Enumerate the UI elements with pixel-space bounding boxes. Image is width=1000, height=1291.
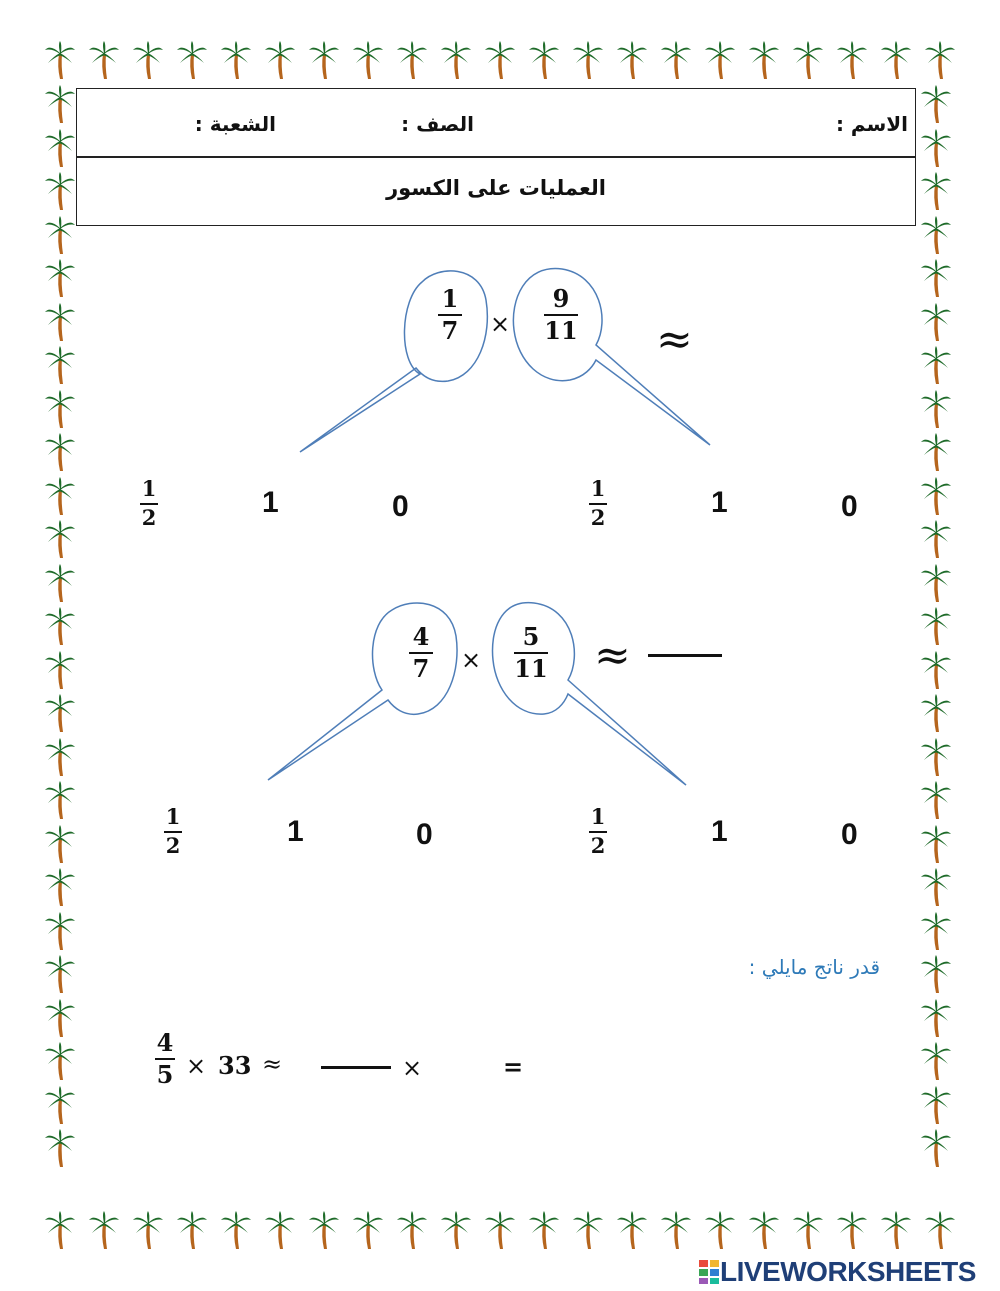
p1-left-denominator: 7 (441, 316, 459, 346)
p2-approx-sign: ≈ (594, 630, 631, 681)
half-denominator: 2 (141, 505, 157, 531)
liveworksheets-icon (698, 1259, 720, 1285)
half-numerator: 1 (165, 804, 181, 829)
palm-tree-icon (616, 1210, 648, 1250)
palm-tree-icon (920, 954, 952, 994)
p1-left-fraction (438, 284, 462, 346)
palm-tree-icon (308, 1210, 340, 1250)
estimate-denominator: 5 (156, 1060, 174, 1090)
estimate-times-1: × (186, 1052, 207, 1080)
palm-tree-icon (920, 998, 952, 1038)
palm-tree-icon (792, 1210, 824, 1250)
p1-right-choice-half[interactable] (589, 478, 607, 529)
p2-times-sign: × (461, 646, 482, 674)
palm-tree-icon (352, 1210, 384, 1250)
palm-tree-icon (352, 40, 384, 80)
palm-tree-icon (920, 650, 952, 690)
p1-times-sign: × (490, 310, 511, 338)
palm-tree-icon (924, 40, 956, 80)
palm-tree-icon (920, 171, 952, 211)
palm-tree-icon (44, 563, 76, 603)
palm-tree-icon (44, 650, 76, 690)
p2-left-choice-half[interactable] (164, 806, 182, 857)
palm-tree-icon (44, 84, 76, 124)
p2-right-denominator: 11 (514, 654, 548, 684)
p2-left-numerator: 4 (412, 622, 430, 651)
palm-tree-icon (44, 998, 76, 1038)
p2-answer-blank[interactable] (648, 654, 722, 657)
p1-right-fraction (544, 284, 578, 346)
palm-tree-icon (44, 867, 76, 907)
palm-tree-icon (880, 1210, 912, 1250)
palm-tree-icon (660, 40, 692, 80)
p2-left-choice-one[interactable]: 1 (287, 815, 304, 848)
palm-tree-icon (440, 1210, 472, 1250)
palm-tree-icon (920, 737, 952, 777)
palm-tree-icon (920, 1041, 952, 1081)
palm-tree-icon (44, 693, 76, 733)
palm-tree-icon (792, 40, 824, 80)
half-numerator: 1 (590, 476, 606, 501)
palm-tree-icon (572, 1210, 604, 1250)
palm-tree-icon (528, 40, 560, 80)
p2-right-choice-one[interactable]: 1 (711, 815, 728, 848)
palm-tree-icon (44, 40, 76, 80)
palm-tree-icon (44, 519, 76, 559)
p1-left-choice-one[interactable]: 1 (262, 486, 279, 519)
palm-tree-icon (44, 345, 76, 385)
palm-tree-icon (920, 302, 952, 342)
palm-tree-icon (44, 215, 76, 255)
palm-tree-icon (920, 606, 952, 646)
palm-tree-icon (748, 40, 780, 80)
palm-tree-icon (660, 1210, 692, 1250)
palm-tree-icon (44, 389, 76, 429)
palm-tree-icon (440, 40, 472, 80)
estimate-times-2: × (402, 1054, 423, 1082)
palm-tree-icon (88, 1210, 120, 1250)
palm-tree-icon (920, 389, 952, 429)
palm-tree-icon (44, 1210, 76, 1250)
palm-tree-icon (44, 1041, 76, 1081)
class-label: الصف : (401, 112, 474, 136)
palm-tree-icon (44, 954, 76, 994)
palm-tree-icon (920, 824, 952, 864)
p1-right-denominator: 11 (544, 316, 578, 346)
estimate-number: 33 (218, 1051, 252, 1080)
palm-tree-icon (920, 1085, 952, 1125)
palm-tree-icon (88, 40, 120, 80)
estimate-fraction (155, 1028, 175, 1090)
page-title: العمليات على الكسور (386, 176, 606, 200)
name-label: الاسم : (835, 112, 908, 136)
palm-tree-icon (616, 40, 648, 80)
palm-tree-icon (920, 432, 952, 472)
palm-tree-icon (748, 1210, 780, 1250)
p1-left-numerator: 1 (441, 284, 459, 313)
palm-tree-icon (704, 40, 736, 80)
palm-tree-icon (920, 476, 952, 516)
palm-tree-icon (396, 40, 428, 80)
palm-tree-icon (44, 476, 76, 516)
palm-tree-icon (920, 1128, 952, 1168)
palm-tree-icon (132, 40, 164, 80)
p2-right-choice-zero[interactable]: 0 (841, 818, 858, 851)
estimate-answer-blank[interactable] (321, 1066, 391, 1069)
p1-right-choice-one[interactable]: 1 (711, 486, 728, 519)
p2-left-denominator: 7 (412, 654, 430, 684)
palm-tree-icon (880, 40, 912, 80)
palm-tree-icon (44, 171, 76, 211)
palm-tree-icon (44, 780, 76, 820)
p1-left-choice-zero[interactable]: 0 (392, 490, 409, 523)
p2-right-fraction (514, 622, 548, 684)
palm-tree-icon (44, 258, 76, 298)
palm-tree-icon (920, 867, 952, 907)
palm-tree-icon (920, 911, 952, 951)
palm-tree-icon (220, 1210, 252, 1250)
palm-tree-icon (220, 40, 252, 80)
half-denominator: 2 (165, 833, 181, 859)
palm-tree-icon (920, 780, 952, 820)
palm-tree-icon (132, 1210, 164, 1250)
p2-right-numerator: 5 (522, 622, 540, 651)
estimate-numerator: 4 (156, 1028, 174, 1057)
liveworksheets-brand: LIVEWORKSHEETS (720, 1256, 976, 1287)
palm-tree-icon (920, 128, 952, 168)
palm-tree-icon (484, 40, 516, 80)
palm-tree-icon (44, 1128, 76, 1168)
palm-tree-icon (176, 40, 208, 80)
p2-left-choice-zero[interactable]: 0 (416, 818, 433, 851)
palm-tree-icon (396, 1210, 428, 1250)
palm-tree-icon (44, 128, 76, 168)
palm-tree-icon (44, 1085, 76, 1125)
p1-approx-sign: ≈ (656, 314, 693, 365)
palm-tree-icon (44, 606, 76, 646)
p1-left-choice-half[interactable] (140, 478, 158, 529)
palm-tree-icon (920, 215, 952, 255)
palm-tree-icon (264, 40, 296, 80)
liveworksheets-logo[interactable] (698, 1256, 976, 1288)
p2-left-fraction (409, 622, 433, 684)
palm-tree-icon (920, 345, 952, 385)
half-denominator: 2 (590, 833, 606, 859)
palm-tree-icon (44, 911, 76, 951)
half-denominator: 2 (590, 505, 606, 531)
half-numerator: 1 (141, 476, 157, 501)
palm-tree-icon (920, 563, 952, 603)
palm-tree-icon (704, 1210, 736, 1250)
p1-right-choice-zero[interactable]: 0 (841, 490, 858, 523)
estimate-instruction: قدر ناتج مايلي : (748, 955, 880, 979)
palm-tree-icon (920, 519, 952, 559)
palm-tree-icon (920, 258, 952, 298)
palm-tree-icon (264, 1210, 296, 1250)
p2-right-choice-half[interactable] (589, 806, 607, 857)
estimate-equals-sign: = (503, 1052, 524, 1081)
palm-tree-icon (484, 1210, 516, 1250)
palm-tree-icon (44, 737, 76, 777)
palm-tree-icon (308, 40, 340, 80)
palm-tree-icon (528, 1210, 560, 1250)
palm-tree-icon (836, 40, 868, 80)
section-label: الشعبة : (194, 112, 276, 136)
estimate-approx-sign: ≈ (262, 1050, 283, 1078)
palm-tree-icon (920, 84, 952, 124)
p1-right-numerator: 9 (552, 284, 570, 313)
palm-tree-icon (920, 693, 952, 733)
palm-tree-icon (44, 432, 76, 472)
palm-tree-icon (44, 302, 76, 342)
palm-tree-icon (836, 1210, 868, 1250)
palm-tree-icon (572, 40, 604, 80)
half-numerator: 1 (590, 804, 606, 829)
palm-tree-icon (176, 1210, 208, 1250)
palm-tree-icon (44, 824, 76, 864)
palm-tree-icon (924, 1210, 956, 1250)
